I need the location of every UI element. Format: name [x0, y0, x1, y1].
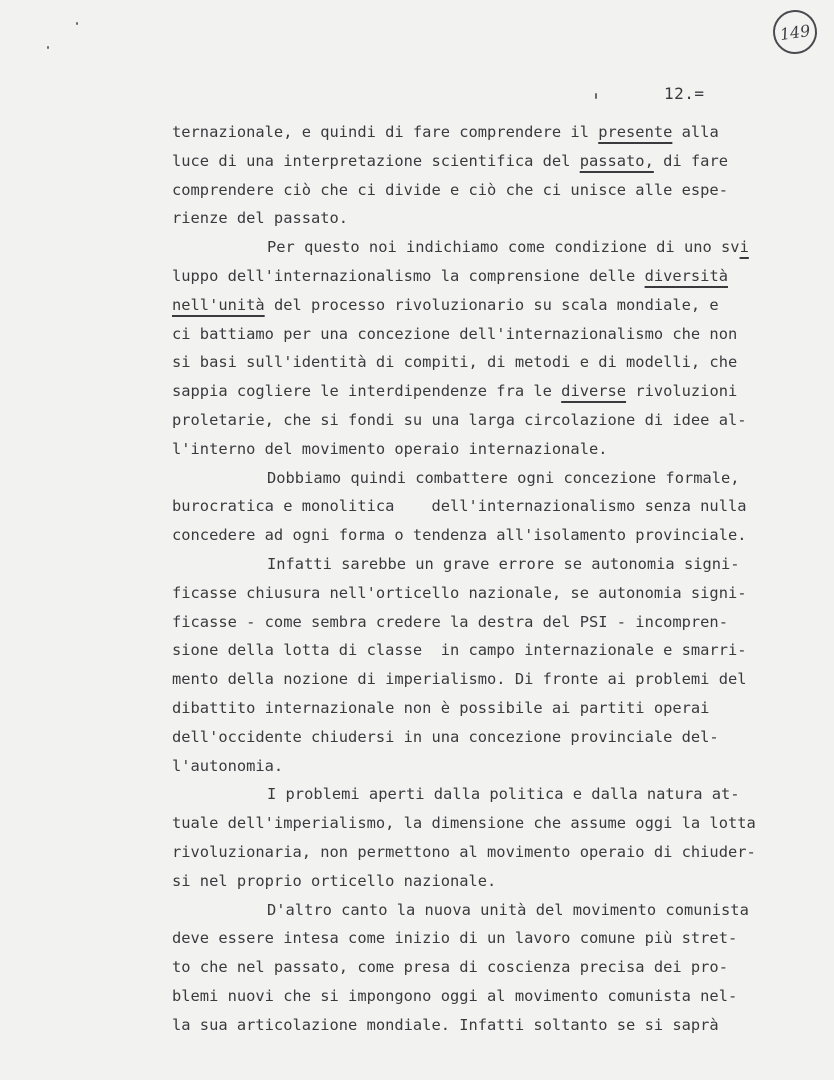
text-segment: Per questo noi indichiamo come condizione di uno sv: [267, 238, 740, 257]
text-line: [172, 953, 802, 982]
text-segment: Dobbiamo quindi combattere ogni concezione formale,: [267, 468, 740, 487]
text-segment: dibattito internazionale non è possibile ai partiti operai: [172, 698, 710, 717]
text-line: [172, 809, 802, 838]
text-segment: rivoluzionaria, non permettono al movimento operaio di chiuder-: [172, 842, 756, 861]
text-line: [172, 723, 802, 752]
text-segment: tuale dell'imperialismo, la dimensione che assume oggi la lotta: [172, 814, 756, 833]
text-line: [172, 320, 802, 349]
text-line: [172, 780, 802, 809]
text-segment: rienze del passato.: [172, 209, 349, 228]
text-segment: comprendere ciò che ci divide e ciò che ci unisce alle espe-: [172, 180, 728, 199]
text-segment: del processo rivoluzionario su scala mondiale, e: [264, 295, 719, 314]
text-segment: la sua articolazione mondiale. Infatti soltanto se si saprà: [172, 1015, 719, 1034]
text-segment: D'altro canto la nuova unità del movimento comunista: [267, 900, 749, 919]
text-segment: ficasse chiusura nell'orticello nazionale, se autonomia signi-: [172, 583, 747, 602]
body-text: [172, 118, 802, 1040]
text-line: [172, 118, 802, 147]
archive-folio-stamp: [770, 7, 820, 57]
text-segment: Infatti sarebbe un grave errore se autonomia signi-: [267, 554, 740, 573]
text-line: [172, 291, 802, 320]
underlined-text: passato,: [579, 151, 654, 170]
text-line: [172, 406, 802, 435]
text-line: [172, 608, 802, 637]
text-line: [172, 665, 802, 694]
text-segment: burocratica e monolitica dell'internazionalismo senza nulla: [172, 497, 747, 516]
text-line: [172, 348, 802, 377]
text-segment: si basi sull'identità di compiti, di metodi e di modelli, che: [172, 353, 738, 372]
text-line: [172, 233, 802, 262]
text-segment: ternazionale, e quindi di fare comprendere il: [172, 123, 599, 141]
underlined-text: i: [739, 238, 749, 257]
text-segment: ficasse - come sembra credere la destra del PSI - incompren-: [172, 612, 728, 631]
text-line: [172, 377, 802, 406]
text-line: [172, 636, 802, 665]
text-segment: rivoluzioni: [626, 382, 738, 401]
text-segment: deve essere intesa come inizio di un lavoro comune più stret-: [172, 929, 738, 948]
text-line: [172, 579, 802, 608]
text-segment: sione della lotta di classe in campo internazionale e smarri-: [172, 641, 747, 660]
underlined-text: diversità: [644, 266, 728, 285]
text-line: [172, 492, 802, 521]
text-line: [172, 435, 802, 464]
text-segment: dell'occidente chiudersi in una concezione provinciale del-: [172, 727, 719, 746]
text-segment: l'autonomia.: [172, 756, 284, 775]
text-line: [172, 867, 802, 896]
text-segment: concedere ad ogni forma o tendenza all'isolamento provinciale.: [172, 526, 747, 545]
paper-speck: [47, 46, 49, 49]
text-segment: l'interno del movimento operaio internazionale.: [172, 439, 608, 458]
text-segment: di fare: [653, 151, 728, 170]
underlined-text: diverse: [561, 382, 627, 401]
text-segment: luppo dell'internazionalismo la comprensione delle: [172, 266, 645, 285]
text-segment: luce di una interpretazione scientifica del: [172, 151, 580, 170]
text-line: [172, 924, 802, 953]
text-line: [172, 982, 802, 1011]
archive-folio-number: 149: [778, 20, 812, 44]
text-line: [172, 1011, 802, 1040]
text-line: [172, 694, 802, 723]
text-line: [172, 147, 802, 176]
text-line: [172, 896, 802, 925]
text-line: [172, 262, 802, 291]
text-segment: I problemi aperti dalla politica e dalla natura at-: [267, 785, 740, 804]
text-line: [172, 464, 802, 493]
text-segment: ci battiamo per una concezione dell'internazionalismo che non: [172, 324, 738, 343]
text-line: [172, 838, 802, 867]
text-segment: mento della nozione di imperialismo. Di fronte ai problemi del: [172, 670, 747, 689]
text-segment: alla: [672, 123, 719, 141]
text-line: [172, 176, 802, 205]
text-line: [172, 204, 802, 233]
text-segment: to che nel passato, come presa di coscienza precisa dei pro-: [172, 958, 728, 977]
paper-speck: [595, 93, 597, 99]
underlined-text: nell'unità: [172, 295, 265, 314]
text-segment: sappia cogliere le interdipendenze fra le: [172, 382, 562, 401]
underlined-text: presente: [598, 123, 673, 141]
paper-speck: [76, 22, 78, 25]
text-line: [172, 550, 802, 579]
text-segment: blemi nuovi che si impongono oggi al movimento comunista nel-: [172, 986, 738, 1005]
text-line: [172, 752, 802, 781]
text-line: [172, 521, 802, 550]
page-number: 12.=: [664, 84, 705, 103]
text-segment: proletarie, che si fondi su una larga circolazione di idee al-: [172, 410, 747, 429]
text-segment: si nel proprio orticello nazionale.: [172, 871, 497, 890]
